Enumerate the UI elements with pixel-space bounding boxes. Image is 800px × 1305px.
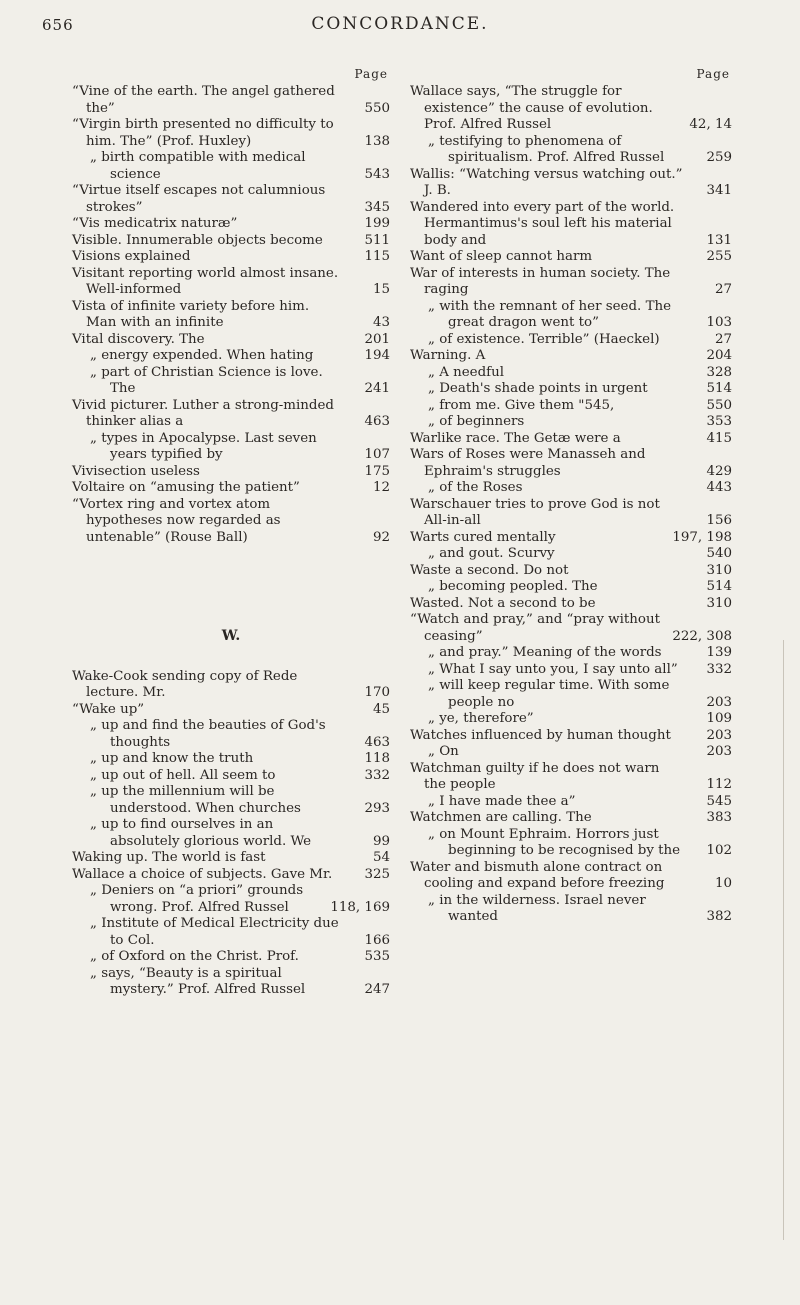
entry-text: „ A needful — [428, 364, 505, 380]
index-entry — [72, 784, 390, 817]
entry-page-ref: 293 — [364, 800, 390, 816]
entry-text: Watchman guilty if he does not warn the people — [410, 760, 660, 792]
entry-page-ref: 543 — [364, 166, 390, 182]
entry-text: „ and gout. Scurvy — [428, 546, 555, 561]
entry-page-ref: 15 — [372, 282, 390, 297]
entry-page-ref: 45 — [372, 701, 390, 717]
index-entry — [72, 497, 390, 547]
entry-page-ref: 443 — [706, 480, 732, 495]
index-entry — [410, 662, 732, 679]
index-entry — [410, 480, 732, 497]
entry-page-ref: 332 — [706, 661, 732, 677]
entry-page-ref: 259 — [706, 150, 732, 165]
entry-text: Vivisection useless — [72, 463, 200, 479]
entry-text: „ up and find the beauties of God's thoughts — [90, 718, 326, 750]
entry-page-ref: 139 — [706, 645, 732, 660]
entry-page-ref: 27 — [714, 282, 732, 297]
entry-page-ref: 332 — [364, 767, 390, 783]
entry-page-ref: 341 — [706, 183, 732, 198]
entry-page-ref: 415 — [706, 430, 732, 446]
entry-page-ref: 241 — [364, 381, 390, 396]
entry-text: Vital discovery. The — [72, 331, 205, 347]
entry-page-ref: 99 — [372, 833, 390, 849]
entry-page-ref: 345 — [364, 199, 390, 215]
entry-text: “Vine of the earth. The angel gathered the” — [72, 84, 335, 116]
index-entry — [410, 200, 732, 250]
running-title: CONCORDANCE. — [311, 14, 489, 34]
index-entry — [410, 414, 732, 431]
entry-text: “Virgin birth presented no difficulty to him. The” (Prof. Huxley) — [72, 117, 334, 149]
entry-page-ref: 540 — [706, 546, 732, 561]
entry-page-ref: 222, 308 — [672, 628, 732, 644]
index-entry — [410, 827, 732, 860]
entry-text: Waking up. The world is fast — [72, 850, 266, 865]
entry-text: “Wake up” — [72, 701, 145, 717]
index-entry — [72, 431, 390, 464]
index-entry — [72, 249, 390, 266]
entry-page-ref: 166 — [364, 932, 390, 948]
index-entry — [410, 794, 732, 811]
entry-text: “Watch and pray,” and “pray without ceasing” — [410, 612, 660, 644]
entry-text: Wasted. Not a second to be — [410, 595, 596, 611]
entry-page-ref: 12 — [372, 480, 390, 495]
entry-page-ref: 138 — [364, 133, 390, 149]
index-entry — [72, 883, 390, 916]
entry-page-ref: 255 — [706, 249, 732, 264]
entry-page-ref: 103 — [706, 315, 732, 330]
entry-page-ref: 43 — [372, 315, 390, 330]
entry-page-ref: 383 — [706, 810, 732, 825]
entry-text: Water and bismuth alone contract on cooling and expand before freezing — [410, 859, 665, 891]
entry-page-ref: 92 — [372, 529, 390, 545]
entry-text: War of interests in human society. The raging — [410, 265, 671, 297]
entry-text: „ up and know the truth — [90, 751, 254, 766]
entry-text: „ What I say unto you, I say unto all” — [428, 661, 678, 677]
right-column — [410, 66, 732, 926]
entry-text: „ ye, therefore” — [428, 711, 534, 726]
index-entry — [410, 810, 732, 827]
entry-text: „ of the Roses — [428, 480, 523, 495]
index-entry — [410, 563, 732, 580]
entry-text: „ Deniers on “a priori” grounds wrong. Prof. Alfred Russel — [90, 883, 304, 915]
entry-text: „ on Mount Ephraim. Horrors just beginning to be recognised by the — [428, 826, 681, 858]
index-entry — [72, 817, 390, 850]
entry-page-ref: 118, 169 — [330, 899, 390, 915]
entry-page-ref: 109 — [706, 711, 732, 726]
entry-page-ref: 197, 198 — [672, 529, 732, 545]
index-entry — [410, 381, 732, 398]
entry-page-ref: 203 — [706, 727, 732, 743]
section-heading-w: W. — [221, 628, 241, 644]
entry-text: Visible. Innumerable objects become — [72, 232, 323, 248]
index-entry — [72, 150, 390, 183]
entry-text: „ I have made thee a” — [428, 793, 576, 809]
index-entry — [410, 744, 732, 761]
entry-text: “Vortex ring and vortex atom hypotheses now regarded as untenable” (Rouse Ball) — [72, 496, 281, 545]
index-entry — [72, 216, 390, 233]
page-header — [0, 14, 800, 36]
entry-text: Warlike race. The Getæ were a — [410, 430, 621, 446]
entry-text: Wallis: “Watching versus watching out.” J. B. — [410, 166, 683, 198]
index-entry — [410, 645, 732, 662]
index-entry — [72, 233, 390, 250]
entry-page-ref: 535 — [364, 949, 390, 964]
index-entry — [410, 348, 732, 365]
entry-page-ref: 463 — [364, 734, 390, 750]
entry-text: „ types in Apocalypse. Last seven years typified by — [90, 430, 317, 462]
page-column-label: Page — [696, 67, 730, 81]
entry-page-ref: 112 — [706, 777, 732, 792]
index-entry — [410, 596, 732, 613]
entry-text: „ says, “Beauty is a spiritual mystery.” Prof. Alfred Russel — [90, 965, 306, 997]
entry-page-ref: 511 — [364, 232, 390, 248]
index-entry — [410, 761, 732, 794]
entry-page-ref: 463 — [364, 414, 390, 429]
index-entry — [410, 612, 732, 645]
index-entry — [72, 84, 390, 117]
entry-text: Wallace a choice of subjects. Gave Mr. — [72, 866, 333, 882]
index-entry — [410, 249, 732, 266]
entry-text: „ Institute of Medical Electricity due to Col. — [90, 916, 339, 948]
index-entry — [72, 850, 390, 867]
index-entry — [410, 299, 732, 332]
index-entry — [72, 299, 390, 332]
entry-page-ref: 550 — [706, 397, 732, 413]
page-number: 656 — [42, 16, 74, 34]
entry-page-ref: 204 — [706, 348, 732, 363]
entry-text: „ in the wilderness. Israel never wanted — [428, 892, 646, 924]
entry-page-ref: 118 — [364, 751, 390, 766]
index-entry — [410, 447, 732, 480]
entry-text: Want of sleep cannot harm — [410, 249, 593, 264]
entry-page-ref: 131 — [706, 232, 732, 248]
entry-text: Warschauer tries to prove God is not All-in-all — [410, 496, 660, 528]
index-entry — [410, 711, 732, 728]
entry-text: Watches influenced by human thought — [410, 727, 671, 743]
entry-text: Wandered into every part of the world. Hermantimus's soul left his material body and — [410, 199, 675, 248]
index-entry — [72, 332, 390, 349]
index-entry — [72, 480, 390, 497]
left-entries-v — [72, 84, 390, 546]
entry-page-ref: 310 — [706, 595, 732, 611]
entry-text: „ of existence. Terrible” (Haeckel) — [428, 331, 660, 347]
entry-text: „ part of Christian Science is love. The — [90, 364, 323, 396]
left-column — [72, 66, 390, 999]
index-entry — [72, 365, 390, 398]
entry-page-ref: 429 — [706, 463, 732, 479]
entry-page-ref: 203 — [706, 694, 732, 710]
index-entry — [410, 167, 732, 200]
index-entry — [410, 530, 732, 547]
entry-text: „ of Oxford on the Christ. Prof. — [90, 949, 299, 964]
entry-text: Vista of infinite variety before him. Man with an infinite — [72, 298, 310, 330]
entry-text: „ On — [428, 744, 459, 759]
entry-text: Wallace says, “The struggle for existence” the cause of evolution. Prof. Alfred Russel — [410, 84, 653, 132]
entry-page-ref: 353 — [706, 414, 732, 429]
index-entry — [410, 497, 732, 530]
index-entry — [72, 117, 390, 150]
index-entry — [410, 398, 732, 415]
index-entry — [72, 266, 390, 299]
entry-page-ref: 42, 14 — [689, 117, 732, 132]
index-entry — [410, 546, 732, 563]
page-column-label: Page — [354, 67, 388, 81]
entry-text: „ with the remnant of her seed. The great dragon went to” — [428, 298, 672, 330]
entry-page-ref: 545 — [706, 793, 732, 809]
index-entry — [72, 768, 390, 785]
entry-page-ref: 107 — [364, 447, 390, 462]
entry-text: „ up to find ourselves in an absolutely glorious world. We — [90, 817, 312, 849]
entry-page-ref: 27 — [714, 331, 732, 347]
index-entry — [72, 348, 390, 365]
index-entry — [72, 464, 390, 481]
index-entry — [72, 718, 390, 751]
index-entry — [72, 867, 390, 884]
index-entry — [410, 860, 732, 893]
index-entry — [72, 949, 390, 966]
entry-page-ref: 102 — [706, 843, 732, 858]
index-entry — [72, 916, 390, 949]
index-entry — [410, 332, 732, 349]
entry-page-ref: 328 — [706, 364, 732, 380]
entry-page-ref: 199 — [364, 216, 390, 231]
entry-page-ref: 54 — [372, 850, 390, 865]
entry-text: “Virtue itself escapes not calumnious strokes” — [72, 183, 326, 215]
entry-text: Visitant reporting world almost insane. Well-informed — [72, 265, 339, 297]
entry-text: Vivid picturer. Luther a strong-minded thinker alias a — [72, 397, 334, 429]
index-entry — [410, 266, 732, 299]
entry-page-ref: 203 — [706, 744, 732, 759]
page-edge-shadow — [783, 640, 794, 1240]
entry-page-ref: 194 — [364, 348, 390, 363]
entry-text: „ of beginners — [428, 414, 525, 429]
index-entry — [410, 678, 732, 711]
entry-page-ref: 514 — [706, 579, 732, 594]
entry-text: „ up the millennium will be understood. When churches — [90, 784, 301, 816]
entry-text: Warning. A — [410, 348, 486, 363]
index-entry — [72, 966, 390, 999]
index-entry — [410, 728, 732, 745]
left-entries-w — [72, 669, 390, 999]
entry-text: Visions explained — [72, 249, 191, 264]
entry-text: „ from me. Give them "545, — [428, 397, 615, 413]
entry-page-ref: 201 — [364, 331, 390, 347]
entry-page-ref: 514 — [706, 381, 732, 396]
entry-text: „ up out of hell. All seem to — [90, 767, 276, 783]
entry-text: „ energy expended. When hating — [90, 348, 314, 363]
index-entry — [72, 751, 390, 768]
entry-text: Wake-Cook sending copy of Rede lecture. Mr. — [72, 668, 298, 700]
right-entries-w — [410, 84, 732, 926]
index-entry — [72, 183, 390, 216]
entry-text: „ and pray.” Meaning of the words — [428, 645, 662, 660]
entry-page-ref: 382 — [706, 909, 732, 924]
entry-text: „ becoming peopled. The — [428, 579, 598, 594]
index-entry — [410, 365, 732, 382]
entry-text: Wars of Roses were Manasseh and Ephraim's struggles — [410, 447, 646, 479]
entry-page-ref: 175 — [364, 463, 390, 479]
index-entry — [72, 669, 390, 702]
entry-page-ref: 10 — [714, 876, 732, 891]
index-entry — [410, 893, 732, 926]
entry-page-ref: 170 — [364, 685, 390, 700]
entry-page-ref: 156 — [706, 513, 732, 528]
entry-text: „ Death's shade points in urgent — [428, 381, 648, 396]
entry-text: Warts cured mentally — [410, 529, 556, 545]
index-entry — [72, 398, 390, 431]
entry-text: “Vis medicatrix naturæ” — [72, 216, 238, 231]
index-entry — [72, 702, 390, 719]
entry-page-ref: 247 — [364, 982, 390, 997]
entry-text: Watchmen are calling. The — [410, 810, 592, 825]
entry-page-ref: 325 — [364, 866, 390, 882]
index-entry — [410, 431, 732, 448]
entry-page-ref: 310 — [706, 562, 732, 578]
index-entry — [410, 134, 732, 167]
entry-page-ref: 550 — [364, 100, 390, 116]
entry-page-ref: 115 — [364, 249, 390, 264]
index-entry — [410, 84, 732, 134]
entry-text: Voltaire on “amusing the patient” — [72, 480, 300, 495]
entry-text: „ will keep regular time. With some people no — [428, 678, 670, 710]
entry-text: „ testifying to phenomena of spiritualism. Prof. Alfred Russel — [428, 133, 665, 165]
entry-text: Waste a second. Do not — [410, 562, 569, 578]
index-entry — [410, 579, 732, 596]
entry-text: „ birth compatible with medical science — [90, 150, 306, 182]
